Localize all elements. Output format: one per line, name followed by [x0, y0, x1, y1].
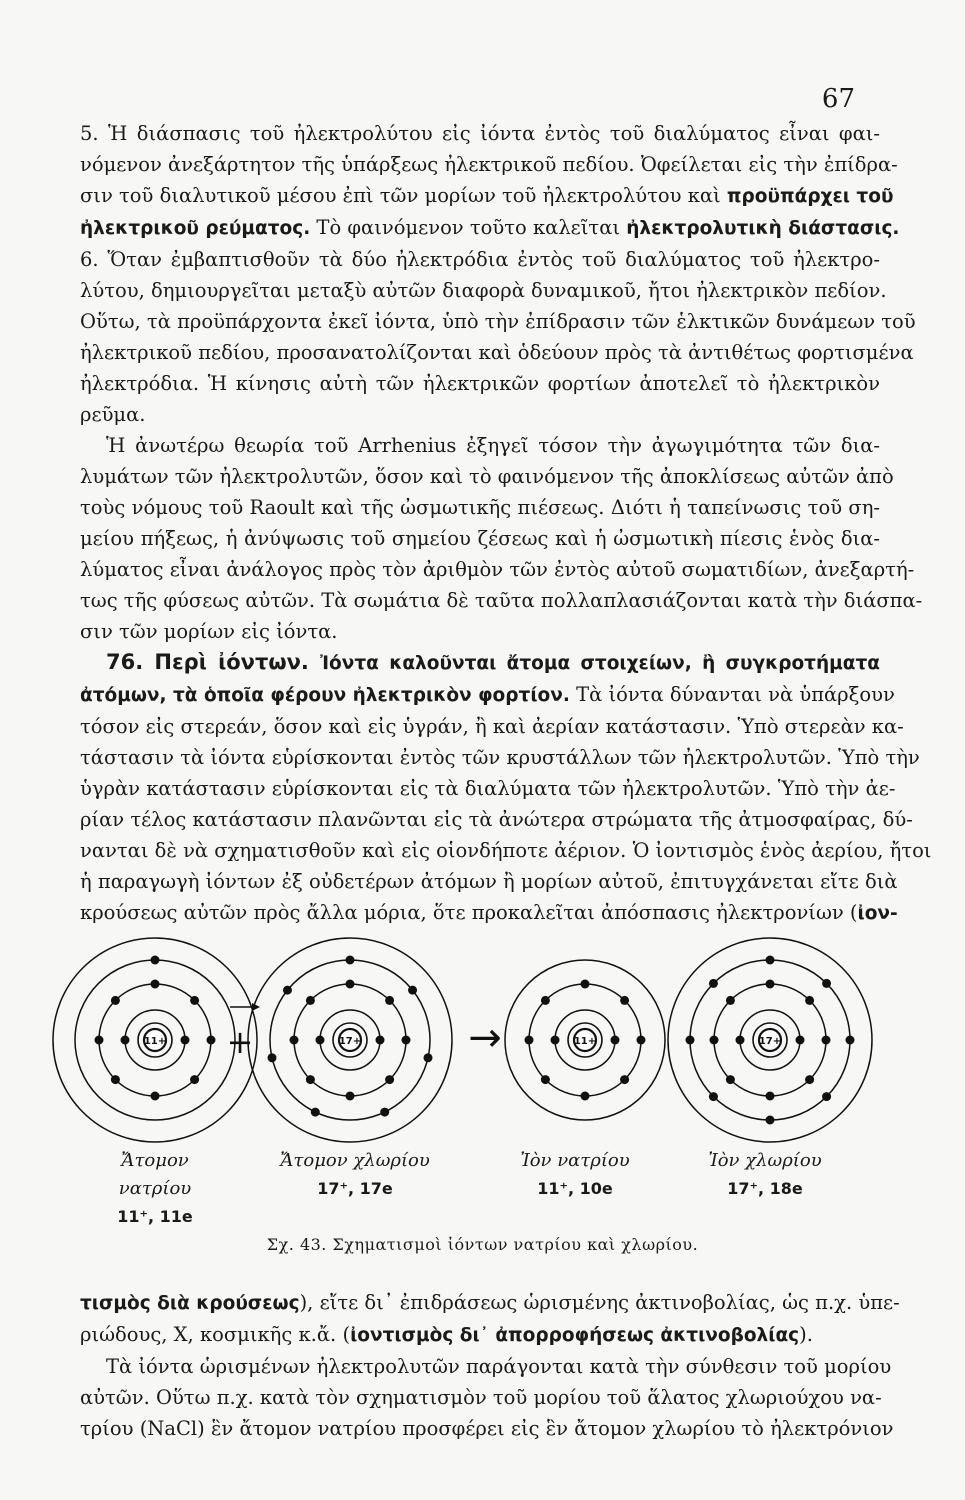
nucleus-charge: 11+: [573, 1036, 597, 1047]
text-line: [80, 711, 904, 742]
electron: [710, 1036, 719, 1045]
electron: [151, 1092, 160, 1101]
electron: [190, 1075, 199, 1084]
text-run: 5. Ἡ διάσπασις τοῦ ἠλεκτρολύτου εἰς ἰόντα ἐντὸς τοῦ διαλύματος εἶναι φαι-: [80, 122, 880, 145]
atom-label-chlorine: [280, 1147, 430, 1203]
text-run: τοὺς νόμους τοῦ Raoult καὶ τῆς ὠσμωτικῆς πιέσεως. Διότι ἡ ταπείνωσις τοῦ ση-: [80, 496, 880, 519]
electron: [581, 1092, 590, 1101]
electron: [709, 979, 718, 988]
electron: [525, 1036, 534, 1045]
bold-text: ἠλεκτρικοῦ ρεύματος.: [80, 218, 311, 239]
electron: [346, 980, 355, 989]
atom-name: Ἄτομον χλωρίου: [280, 1150, 430, 1171]
electron: [408, 986, 417, 995]
electron: [190, 996, 199, 1005]
text-run: τόσον εἰς στερεάν, ὅσον καὶ εἰς ὑγράν, ἢ καὶ ἀερίαν κατάστασιν. Ὑπὸ στερεὰν κα-: [80, 715, 904, 738]
electron: [346, 1092, 355, 1101]
text-line: [80, 897, 898, 929]
text-run: νόμενον ἀνεξάρτητον τῆς ὑπάρξεως ἠλεκτρικοῦ πεδίου. Ὀφείλεται εἰς τὴν ἐπίδρα-: [80, 153, 898, 176]
text-line: [80, 275, 887, 306]
electron: [846, 1036, 855, 1045]
body-text-top: [80, 118, 932, 929]
text-run: Τὰ ἰόντα δύνανται νὰ ὑπάρξουν: [569, 683, 895, 706]
text-line: [80, 212, 900, 244]
ion-name: Ἰὸν χλωρίου: [708, 1150, 822, 1171]
text-line: [80, 523, 880, 554]
bold-text: ἰον-: [857, 903, 898, 924]
text-run: ριώδους, X, κοσμικῆς κ.ἄ. (: [80, 1323, 351, 1346]
nucleus-charge: 17+: [338, 1036, 362, 1047]
electron: [541, 996, 550, 1005]
text-run: αὐτῶν. Οὕτω π.χ. κατὰ τὸν σχηματισμὸν τοῦ μορίου τοῦ ἅλατος χλωριούχου να-: [80, 1386, 882, 1409]
electron: [207, 1036, 216, 1045]
electron: [316, 1036, 325, 1045]
electron: [766, 1092, 775, 1101]
text-line: [80, 835, 932, 866]
atom-charge: 11⁺, 11e: [117, 1207, 193, 1226]
text-line: [80, 118, 880, 149]
electron: [822, 979, 831, 988]
text-run: Οὕτω, τὰ προϋπάρχοντα ἐκεῖ ἰόντα, ὑπὸ τὴν ἐπίδρασιν τῶν ἑλκτικῶν δυνάμεων τοῦ: [80, 310, 916, 333]
text-run: τως τῆς φύσεως αὐτῶν. Τὰ σωμάτια δὲ ταῦτα πολλαπλασιάζονται κατὰ τὴν διάσπα-: [80, 589, 923, 612]
text-line: [80, 337, 914, 368]
bold-text: ἠλεκτρολυτικὴ διάστασις.: [626, 218, 900, 239]
text-line: [80, 742, 920, 773]
electron: [311, 1108, 320, 1117]
electron: [709, 1092, 718, 1101]
text-line: [80, 1319, 880, 1351]
ion-label-sodium: [505, 1147, 645, 1203]
text-run: κρούσεως αὐτῶν πρὸς ἄλλα μόρια, ὅτε προκαλεῖται ἀπόσπασις ἠλεκτρονίων (: [80, 901, 858, 924]
electron: [151, 956, 160, 965]
electron: [385, 996, 394, 1005]
bold-text: ἀτόμων, τὰ ὁποῖα φέρουν ἠλεκτρικὸν φορτίον.: [80, 685, 570, 706]
electron: [306, 996, 315, 1005]
text-line: [80, 647, 880, 679]
electron: [581, 980, 590, 989]
page-number: 67: [821, 84, 855, 114]
text-run: ἡ παραγωγὴ ἰόντων ἐξ οὐδετέρων ἀτόμων ἢ μορίων αὐτοῦ, ἐπιτυγχάνεται εἴτε διὰ: [80, 870, 898, 893]
text-line: [80, 306, 916, 337]
text-run: λυμάτων τῶν ἠλεκτρολυτῶν, ὅσον καὶ τὸ φαινόμενον τῆς ἀποκλίσεως αὐτῶν ἀπὸ: [80, 465, 894, 488]
text-line: [80, 461, 894, 492]
electron: [541, 1075, 550, 1084]
ion-charge: 11⁺, 10e: [537, 1179, 613, 1198]
text-run: μείου πήξεως, ἡ ἀνύψωσις τοῦ σημείου ζέσεως καὶ ἡ ὠσμωτικὴ πίεσις ἑνὸς δια-: [80, 527, 880, 550]
text-run: ), εἴτε δι᾽ ἐπιδράσεως ὡρισμένης ἀκτινοβολίας, ὡς π.χ. ὑπε-: [299, 1291, 900, 1314]
bold-text: 76. Περὶ ἰόντων.: [106, 650, 321, 674]
ion-formation-diagram: [80, 935, 885, 1165]
nucleus-charge: 17+: [758, 1036, 782, 1047]
text-run: ἠλεκτρικοῦ πεδίου, προσανατολίζονται καὶ ὁδεύουν πρὸς τὰ ἀντιθέτως φορτισμένα: [80, 341, 914, 364]
text-run: σιν τοῦ διαλυτικοῦ μέσου ἐπὶ τῶν μορίων τοῦ ἠλεκτρολύτου καὶ: [80, 184, 727, 207]
electron: [376, 1036, 385, 1045]
text-run: ἠλεκτρόδια. Ἡ κίνησις αὐτὴ τῶν ἠλεκτρικῶν φορτίων ἀποτελεῖ τὸ ἠλεκτρικὸν: [80, 372, 880, 395]
bold-text: προϋπάρχει τοῦ: [726, 186, 894, 207]
plus-sign: +: [226, 1023, 254, 1061]
electron: [736, 1036, 745, 1045]
electron: [121, 1036, 130, 1045]
nucleus-charge: 11+: [143, 1036, 167, 1047]
text-run: ρεῦμα.: [80, 403, 146, 426]
electron: [822, 1092, 831, 1101]
text-run: λύτου, δημιουργεῖται μεταξὺ αὐτῶν διαφορὰ δυναμικοῦ, ἤτοι ἠλεκτρικὸν πεδίον.: [80, 279, 887, 302]
reaction-arrow: →: [468, 1015, 502, 1061]
bold-text: Ἰόντα καλοῦνται ἄτομα στοιχείων, ἢ συγκροτήματα: [320, 653, 880, 674]
atom-label-sodium: [85, 1147, 225, 1231]
text-line: [80, 244, 880, 275]
electron: [111, 1075, 120, 1084]
electron: [290, 1036, 299, 1045]
atom-charge: 17⁺, 17e: [317, 1179, 393, 1198]
electron: [402, 1036, 411, 1045]
electron: [283, 986, 292, 995]
text-run: ).: [799, 1323, 813, 1346]
ion-label-chlorine: [695, 1147, 835, 1203]
electron: [111, 996, 120, 1005]
body-text-bottom: [80, 1287, 900, 1444]
electron: [611, 1036, 620, 1045]
electron: [686, 1036, 695, 1045]
text-run: λύματος εἶναι ἀνάλογος πρὸς τὸν ἀριθμὸν τῶν ἐντὸς αὐτοῦ σωματιδίων, ἀνεξαρτή-: [80, 558, 915, 581]
text-run: 6. Ὅταν ἐμβαπτισθοῦν τὰ δύο ἠλεκτρόδια ἐντὸς τοῦ διαλύματος τοῦ ἠλεκτρο-: [80, 248, 880, 271]
electron: [551, 1036, 560, 1045]
electron: [181, 1036, 190, 1045]
ion-charge: 17⁺, 18e: [727, 1179, 803, 1198]
text-line: [80, 616, 880, 647]
text-line: [80, 368, 880, 399]
electron: [380, 1108, 389, 1117]
text-run: Τὰ ἰόντα ὡρισμένων ἠλεκτρολυτῶν παράγονται κατὰ τὴν σύνθεσιν τοῦ μορίου: [106, 1355, 892, 1378]
text-run: τρίου (NaCl) ἓν ἄτομον νατρίου προσφέρει εἰς ἓν ἄτομον χλωρίου τὸ ἠλεκτρόνιον: [80, 1417, 894, 1440]
text-line: [80, 149, 898, 180]
text-line: [80, 1351, 892, 1382]
electron: [620, 1075, 629, 1084]
text-run: νανται δὲ νὰ σχηματισθοῦν καὶ εἰς οἱονδήποτε ἀέριον. Ὁ ἰοντισμὸς ἑνὸς ἀερίου, ἤτοι: [80, 839, 932, 862]
text-line: [80, 492, 880, 523]
electron: [268, 1053, 277, 1062]
text-line: [80, 1382, 880, 1413]
text-line: [80, 430, 880, 461]
electron: [726, 996, 735, 1005]
ion-name: Ἰὸν νατρίου: [520, 1150, 630, 1171]
text-run: τάστασιν τὰ ἰόντα εὑρίσκονται ἐντὸς τῶν κρυστάλλων τῶν ἠλεκτρολυτῶν. Ὑπὸ τὴν: [80, 746, 920, 769]
electron: [766, 980, 775, 989]
text-run: ὑγρὰν κατάστασιν εὑρίσκονται εἰς τὰ διαλύματα τῶν ἠλεκτρολυτῶν. Ὑπὸ τὴν ἀε-: [80, 777, 896, 800]
bold-text: τισμὸς διὰ κρούσεως: [80, 1293, 300, 1314]
electron: [95, 1036, 104, 1045]
text-run: ρίαν τέλος κατάστασιν πλανῶνται εἰς τὰ ἀνώτερα στρώματα τῆς ἀτμοσφαίρας, δύ-: [80, 808, 913, 831]
electron: [805, 1075, 814, 1084]
text-line: [80, 399, 880, 430]
atom-name: Ἄτομον νατρίου: [118, 1150, 192, 1199]
electron: [766, 1116, 775, 1125]
text-line: [80, 1287, 900, 1319]
text-line: [80, 554, 915, 585]
electron: [423, 1053, 432, 1062]
figure-caption: Σχ. 43. Σχηματισμοὶ ἰόντων νατρίου καὶ χλωρίου.: [266, 1235, 699, 1254]
text-line: [80, 866, 898, 897]
text-line: [80, 804, 913, 835]
electron: [796, 1036, 805, 1045]
text-line: [80, 585, 923, 616]
electron-transfer-arrowhead: [252, 1003, 260, 1011]
text-run: Ἡ ἀνωτέρω θεωρία τοῦ Arrhenius ἐξηγεῖ τόσον τὴν ἀγωγιμότητα τῶν δια-: [106, 434, 880, 457]
text-line: [80, 679, 895, 711]
electron: [346, 956, 355, 965]
text-line: [80, 773, 896, 804]
electron: [766, 956, 775, 965]
electron: [620, 996, 629, 1005]
electron: [306, 1075, 315, 1084]
electron: [805, 996, 814, 1005]
electron: [726, 1075, 735, 1084]
electron: [822, 1036, 831, 1045]
text-line: [80, 1413, 894, 1444]
text-run: Τὸ φαινόμενον τοῦτο καλεῖται: [310, 216, 627, 239]
ion-formation-figure: [80, 935, 885, 1165]
text-line: [80, 180, 894, 212]
text-run: σιν τῶν μορίων εἰς ἰόντα.: [80, 620, 338, 643]
electron: [151, 980, 160, 989]
electron: [385, 1075, 394, 1084]
electron: [637, 1036, 646, 1045]
bold-text: ἰοντισμὸς δι᾽ ἀπορροφήσεως ἀκτινοβολίας: [350, 1325, 800, 1346]
